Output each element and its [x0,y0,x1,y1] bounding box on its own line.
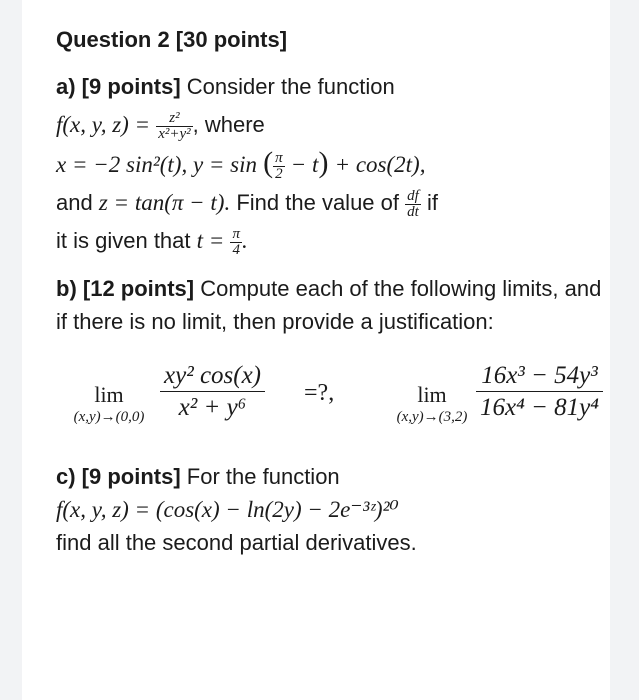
plus-cos-term: + cos(2t), [334,152,426,177]
minus-t: − t [290,152,319,177]
limit-1-equals: =?, [304,380,335,406]
part-c-label: c) [9 points] [56,464,181,489]
xy-definition: x = −2 sin²(t), y = sin [56,152,258,177]
function-fraction-numerator: z² [156,111,192,127]
function-lhs: f(x, y, z) = [56,112,151,137]
pi-over-2-denominator: 2 [275,165,283,182]
limit-2-numerator: 16x³ − 54y³ [476,360,603,392]
pi-over-2-numerator: π [275,149,283,166]
limit-1-denominator: x² + y⁶ [178,394,247,421]
part-c-line-1 [56,460,616,493]
part-c-task: find all the second partial derivatives. [56,530,417,555]
pi-over-4-denominator: 4 [232,241,240,258]
limit-2-word: lim [417,382,447,407]
limit-2-subscript: (x,y)→(3,2) [396,409,468,425]
part-a-line-1 [56,68,616,106]
given-text: it is given that [56,228,191,253]
part-a-line-3 [56,144,616,184]
function-fraction-denominator: x²+y² [158,125,191,142]
limit-2-operator [374,384,490,425]
df-numerator: df [407,187,419,204]
part-a-label: a) [9 points] [56,74,181,99]
limit-1-subscript: (x,y)→(0,0) [73,409,145,425]
question-content [56,26,616,559]
paren-close: ) [318,146,329,179]
z-definition: z = tan(π − t). [98,190,231,215]
limit-1-fraction [160,360,265,423]
period: . [241,228,248,253]
part-c [56,460,616,559]
and-text: and [56,190,93,215]
part-a-line-2 [56,106,616,144]
if-text: if [426,190,438,215]
limit-2-denominator: 16x⁴ − 81y⁴ [480,394,599,421]
part-b [56,272,616,338]
t-equals: t = [196,228,225,253]
function-fraction [156,111,192,142]
limit-1-word: lim [94,382,124,407]
question-title: Question 2 [30 points] [56,27,288,52]
paren-open: ( [263,146,274,179]
part-a-line-5 [56,222,616,260]
where-text: , where [192,112,265,137]
limit-1-numerator: xy² cos(x) [160,360,265,392]
pi-over-4-numerator: π [232,225,240,242]
part-b-label: b) [12 points] [56,276,195,301]
dt-denominator: dt [407,203,419,220]
part-a-intro: Consider the function [186,74,395,99]
pi-over-2-fraction [273,151,285,182]
part-b-text: Compute each of the following limits, and if there is no limit, then provide a justification: [56,276,602,334]
pi-over-4-fraction [230,227,242,258]
limits-row [56,360,616,440]
limit-1-operator [56,384,162,425]
limit-2-fraction [476,360,603,423]
part-c-intro: For the function [186,464,340,489]
question-card [22,0,610,700]
part-a-line-4 [56,184,616,222]
part-c-function: f(x, y, z) = (cos(x) − ln(2y) − 2e⁻³ᶻ)²⁰ [56,497,399,522]
df-dt-fraction [405,189,421,220]
find-text: Find the value of [236,190,400,215]
part-a [56,68,616,260]
